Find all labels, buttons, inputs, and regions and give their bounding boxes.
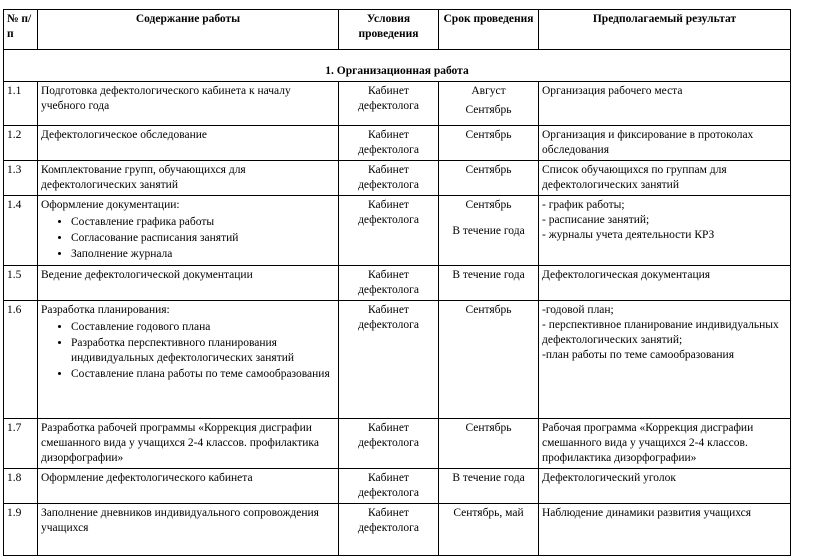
- table-row: [4, 82, 791, 126]
- header-content: Содержание работы: [38, 10, 339, 50]
- result-item: - журналы учета деятельности КРЗ: [542, 229, 715, 241]
- row-num: 1.4: [4, 196, 38, 266]
- row-num: 1.6: [4, 301, 38, 419]
- section-row: [4, 50, 791, 82]
- table-row: [4, 196, 791, 266]
- deadline-line: Сентябрь: [465, 104, 512, 116]
- row-num: 1.8: [4, 469, 38, 504]
- table-row: [4, 266, 791, 301]
- row-result: Список обучающихся по группам для дефектологических занятий: [539, 161, 791, 196]
- row-conditions: Кабинет дефектолога: [339, 196, 439, 266]
- row-content: Оформление дефектологического кабинета: [38, 469, 339, 504]
- row-result: Дефектологическая документация: [539, 266, 791, 301]
- header-row: [4, 10, 791, 50]
- bullet-item: • Составление плана работы по теме самообразования: [71, 367, 335, 382]
- row-content: Дефектологическое обследование: [38, 126, 339, 161]
- row-conditions: Кабинет дефектолога: [339, 161, 439, 196]
- table-row: [4, 161, 791, 196]
- row-result: Наблюдение динамики развития учащихся: [539, 504, 791, 556]
- result-item: -годовой план;: [542, 304, 614, 316]
- deadline-line: Сентябрь: [465, 199, 512, 211]
- row-content: Разработка рабочей программы «Коррекция дисграфии смешанного вида у учащихся 2-4 классов. профилактика дизорфографии»: [38, 419, 339, 469]
- row-deadline: В течение года: [439, 266, 539, 301]
- result-item: -план работы по теме самообразования: [542, 349, 734, 361]
- row-result: Организация рабочего места: [539, 82, 791, 126]
- bullet-item: • Составление графика работы: [71, 215, 335, 230]
- row-content-title: Оформление документации:: [41, 199, 180, 211]
- row-num: 1.1: [4, 82, 38, 126]
- row-conditions: Кабинет дефектолога: [339, 301, 439, 419]
- table-row: [4, 126, 791, 161]
- row-deadline: [439, 82, 539, 126]
- result-item: - расписание занятий;: [542, 214, 650, 226]
- bullet-item: • Разработка перспективного планирования индивидуальных дефектологических занятий: [71, 336, 335, 366]
- bullet-list: [41, 320, 335, 382]
- row-conditions: Кабинет дефектолога: [339, 419, 439, 469]
- row-deadline: Сентябрь: [439, 419, 539, 469]
- row-deadline: Сентябрь: [439, 301, 539, 419]
- row-content: [38, 196, 339, 266]
- row-deadline: Сентябрь, май: [439, 504, 539, 556]
- deadline-line: В течение года: [452, 225, 525, 237]
- result-item: - график работы;: [542, 199, 625, 211]
- row-num: 1.9: [4, 504, 38, 556]
- row-deadline: Сентябрь: [439, 161, 539, 196]
- row-conditions: Кабинет дефектолога: [339, 82, 439, 126]
- section-title: 1. Организационная работа: [4, 50, 791, 82]
- row-num: 1.2: [4, 126, 38, 161]
- work-plan-table: [3, 9, 791, 556]
- row-num: 1.3: [4, 161, 38, 196]
- row-content: Заполнение дневников индивидуального сопровождения учащихся: [38, 504, 339, 556]
- table-row: [4, 504, 791, 556]
- row-result: Организация и фиксирование в протоколах обследования: [539, 126, 791, 161]
- result-item: - перспективное планирование индивидуальных дефектологических занятий;: [542, 319, 779, 346]
- row-deadline: Сентябрь: [439, 126, 539, 161]
- row-content: [38, 301, 339, 419]
- row-deadline: [439, 196, 539, 266]
- row-num: 1.7: [4, 419, 38, 469]
- bullet-item: • Согласование расписания занятий: [71, 231, 335, 246]
- row-deadline: В течение года: [439, 469, 539, 504]
- row-num: 1.5: [4, 266, 38, 301]
- row-content: Комплектование групп, обучающихся для дефектологических занятий: [38, 161, 339, 196]
- row-content: Ведение дефектологической документации: [38, 266, 339, 301]
- table-row: [4, 419, 791, 469]
- header-num: № п/п: [4, 10, 38, 50]
- row-content-title: Разработка планирования:: [41, 304, 170, 316]
- header-deadline: Срок проведения: [439, 10, 539, 50]
- table-row: [4, 301, 791, 419]
- header-conditions: Условия проведения: [339, 10, 439, 50]
- row-result: Рабочая программа «Коррекция дисграфии смешанного вида у учащихся 2-4 классов. профилактика дизорфографии»: [539, 419, 791, 469]
- row-content: Подготовка дефектологического кабинета к началу учебного года: [38, 82, 339, 126]
- row-conditions: Кабинет дефектолога: [339, 266, 439, 301]
- row-conditions: Кабинет дефектолога: [339, 469, 439, 504]
- row-result: Дефектологический уголок: [539, 469, 791, 504]
- row-result: [539, 196, 791, 266]
- row-conditions: Кабинет дефектолога: [339, 504, 439, 556]
- bullet-list: [41, 215, 335, 262]
- bullet-item: • Составление годового плана: [71, 320, 335, 335]
- row-result: [539, 301, 791, 419]
- row-conditions: Кабинет дефектолога: [339, 126, 439, 161]
- deadline-line: Август: [471, 85, 506, 97]
- header-result: Предполагаемый результат: [539, 10, 791, 50]
- bullet-item: • Заполнение журнала: [71, 247, 335, 262]
- table-row: [4, 469, 791, 504]
